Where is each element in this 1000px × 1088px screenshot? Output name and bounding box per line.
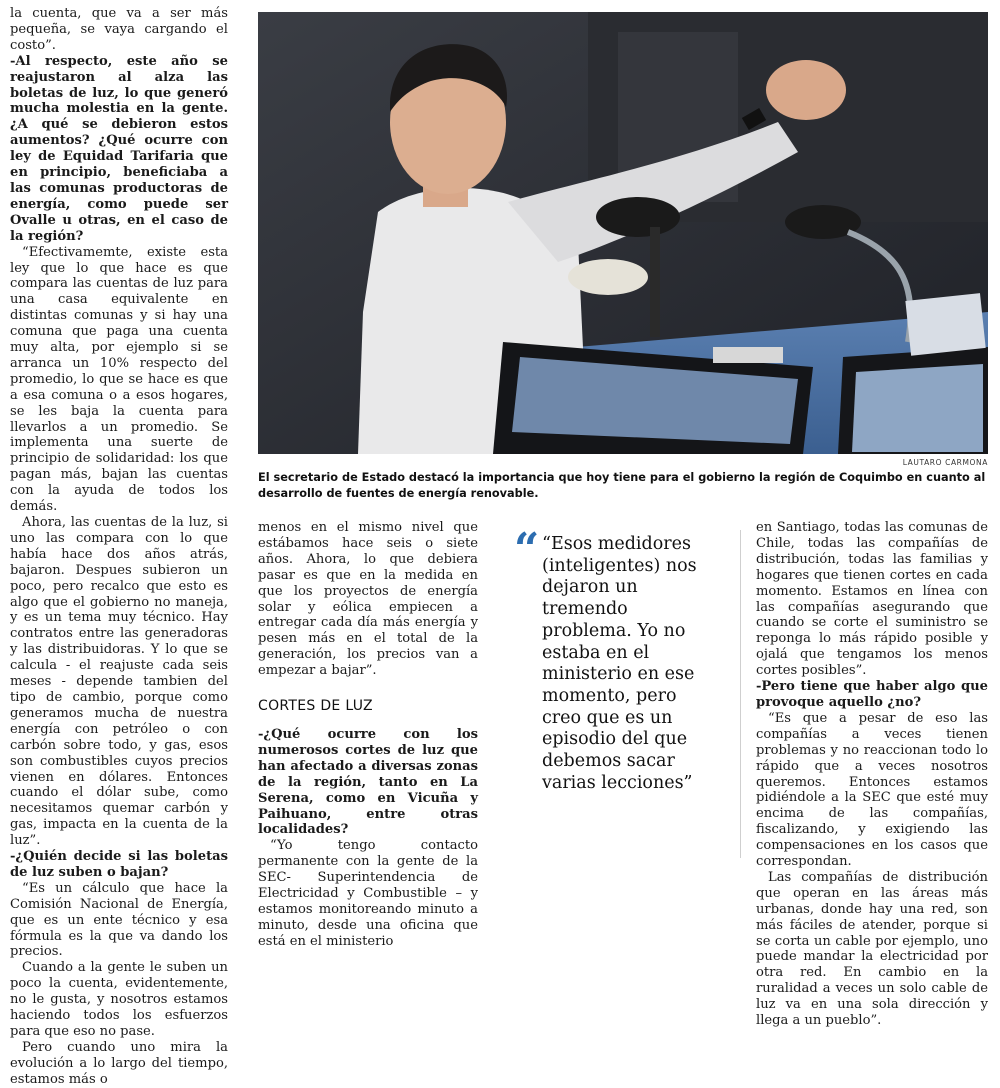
paragraph: Las compañías de distribución que operan en las áreas más urbanas, donde hay una red, son más fáciles de atender, porque si se corta un cable por ejemplo, uno puede mandar la electricidad por otra red. En cambio en la ruralidad a veces un solo cable de luz va en una sola dirección y llega a un pueblo”. <box>756 869 988 1029</box>
paragraph: “Efectivamemte, existe esta ley que lo que hace es que compara las cuentas de luz para una casa equivalente en distintas comunas y si hay una comuna que paga una cuenta muy alta, por ejemplo si se arranca un 10% respecto del promedio, lo que se hace es que a esa comuna o a esos hogares, se les baja la cuenta para llevarlos a un promedio. Se implementa una suerte de principio de solidaridad: los que pagan más, bajan las cuentas con la ayuda de todos los demás. <box>10 244 228 515</box>
interview-question: -¿Quién decide si las boletas de luz suben o bajan? <box>10 849 228 880</box>
paragraph: en Santiago, todas las comunas de Chile, todas las compañías de distribución, todas las familias y hogares que tienen cortes en cada momento. Estamos en línea con las compañías asegurando que cuando se corte el suministro se reponga lo más rápido posible y ojalá que tengamos los menos cortes posibles”. <box>756 520 988 679</box>
microphone <box>596 197 680 237</box>
interview-question: -¿Qué ocurre con los numerosos cortes de luz que han afectado a diversas zonas de la región, tanto en La Serena, como en Vicuña y Paihuano, entre otras localidades? <box>258 726 478 838</box>
quote-mark-icon: “ <box>514 524 540 575</box>
paragraph: menos en el mismo nivel que estábamos hace seis o siete años. Ahora, lo que debiera pasar es que en la medida en que los proyectos de energía solar y eólica empiecen a entregar cada día más energía y pesen más en el total de la generación, los precios van a empezar a bajar”. <box>258 520 478 679</box>
article-column-1 <box>10 6 228 1088</box>
article-column-4 <box>756 520 988 1029</box>
article-column-2 <box>258 520 478 950</box>
photo-credit: LAUTARO CARMONA <box>902 458 988 467</box>
paragraph: “Yo tengo contacto permanente con la gente de la SEC- Superintendencia de Electricidad y Combustible – y estamos monitoreando minuto a minuto, desde una oficina que está en el ministerio <box>258 838 478 949</box>
section-heading: CORTES DE LUZ <box>258 698 373 715</box>
paragraph: Ahora, las cuentas de la luz, si uno las compara con lo que había hace dos años atrás, bajaron. Despues subieron un poco, pero recalco que esto es algo que el gobierno no maneja, y es un tema muy técnico. Hay contratos entre las generadoras y las distribuidoras. Y lo que se calcula - el reajuste cada seis meses - depende tambien del tipo de cambio, porque como generamos mucha de nuestra energía con petróleo o con carbón sobre todo, y gas, esos son combustibles cuyos precios vienen en dólares. Entonces cuando el dólar sube, como necesitamos quemar carbón y gas, impacta en la cuenta de la luz”. <box>10 515 228 849</box>
paragraph: la cuenta, que va a ser más pequeña, se vaya cargando el costo”. <box>10 6 228 53</box>
paragraph: “Es que a pesar de eso las compañías a veces tienen problemas y no reaccionan todo lo rápido que a veces nosotros queremos. Entonces estamos pidiéndole a la SEC que esté muy encima de las compañías, fiscalizando, y exigiendo las compensaciones en los casos que correspondan. <box>756 710 988 870</box>
paragraph: Cuando a la gente le suben un poco la cuenta, evidentemente, no le gusta, y nosotros estamos haciendo todos los esfuerzos para que eso no pase. <box>10 960 228 1039</box>
raised-hand <box>766 60 846 120</box>
phone <box>713 347 783 363</box>
paragraph: Pero cuando uno mira la evolución a lo largo del tiempo, estamos más o <box>10 1039 228 1087</box>
interview-question: -Al respecto, este año se reajustaron al alza las boletas de luz, lo que generó mucha molestia en la gente. ¿A qué se debieron estos aumentos? ¿Qué ocurre con ley de Equidad Tarifaria que en principio, beneficiaba a las comunas productoras de energía, como puede ser Ovalle u otras, en el caso de la región? <box>10 53 228 244</box>
photo-caption: El secretario de Estado destacó la importancia que hoy tiene para el gobierno la región de Coquimbo en cuanto al desarrollo de fuentes de energía renovable. <box>258 471 986 500</box>
photo-illustration <box>258 12 988 454</box>
interview-question: -Pero tiene que haber algo que provoque aquello ¿no? <box>756 679 988 710</box>
pull-quote <box>508 524 741 858</box>
pull-quote-text: “Esos medidores (inteligentes) nos dejaron un tremendo problema. Yo no estaba en el ministerio en ese momento, pero creo que es un episodio del que debemos sacar varias lecciones” <box>542 534 697 793</box>
article-photo <box>258 12 988 454</box>
paragraph: “Es un cálculo que hace la Comisión Nacional de Energía, que es un ente técnico y esa fórmula es la que va dando los precios. <box>10 880 228 960</box>
